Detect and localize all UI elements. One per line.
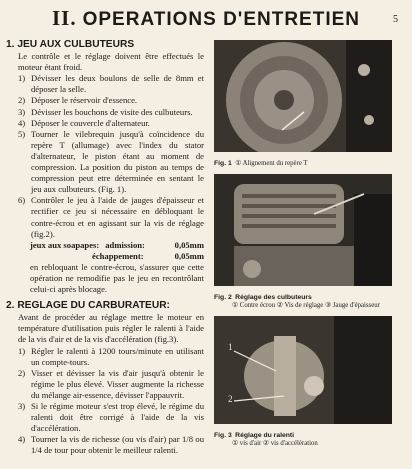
list-item: 6) Contrôler le jeu à l'aide de jauges d'épaisseur et rectifier ce jeu si nécessaire en débloquant le contre-écrou et en agissant sur la vis de réglage (fig.2). — [18, 195, 204, 239]
section1-intro: Le contrôle et le réglage doivent être effectués le moteur étant froid. — [18, 51, 204, 73]
section2-heading: 2. REGLAGE DU CARBURATEUR: — [6, 300, 170, 312]
list-item: 2) Déposer le réservoir d'essence. — [18, 95, 138, 106]
page-title — [0, 6, 412, 31]
section1-heading: 1. JEU AUX CULBUTEURS — [6, 39, 135, 50]
page-number: 5 — [393, 14, 398, 25]
callout-2: 2 — [228, 394, 233, 404]
list-item: 3) Dévisser les bouchons de visite des culbuteurs. — [18, 106, 193, 117]
title-text: OPERATIONS D'ENTRETIEN — [82, 9, 360, 30]
list-item: 5) Tourner le vilebrequin jusqu'à coïncidence du repère T (allumage) avec l'index du stator d'alternateur, le piston étant au moment de compression. La position du piston au temps de compression peut etre déterminée en sentant le jeu aux culbuteurs. (Fig. 1). — [18, 128, 204, 195]
list-item: 1) Régler le ralenti à 1200 tours/minute en utilisant un compte-tours. — [18, 345, 204, 367]
list-item: 4) Tourner la vis de richesse (ou vis d'air) par 1/8 ou 1/4 de tour pour obtenir le meilleur ralenti. — [18, 434, 204, 456]
figure-3-photo — [214, 316, 392, 424]
figure-2-caption: Fig. 2 Réglage des culbuteurs ① Contre écrou ② Vis de réglage ③ Jauge d'épaisseur — [214, 294, 380, 309]
list-item: 3) Si le régime moteur s'est trop élevé, le régime du ralenti doit être corrigé à l'aide de la vis d'accélération. — [18, 401, 204, 434]
section2-intro: Avant de procéder au réglage mettre le moteur en température d'utilisation puis régler le ralenti à l'aide de la vis d'air et de la vis d'accélération (fig.3). — [18, 312, 204, 345]
callout-1: 1 — [228, 342, 233, 352]
text-column — [6, 36, 204, 456]
list-item: 4) Déposer le couvercle d'alternateur. — [18, 117, 150, 128]
figure-1-caption: Fig. 1 ① Alignement du repère T — [214, 160, 308, 167]
list-item: 1) Dévisser les deux boulons de selle de 8mm et déposer la selle. — [18, 73, 204, 95]
section1-outro: en rebloquant le contre-écrou, s'assurer que cette opération ne remodifie pas le jeu en recontrôlant celui-ci après blocage. — [30, 261, 204, 295]
figure-3-caption: Fig. 3 Réglage du ralenti ① vis d'air ② vis d'accélération — [214, 432, 318, 447]
title-number: II. — [51, 6, 77, 30]
valve-spec-intake: jeux aux soapapes: admission: 0,05mm — [30, 239, 204, 250]
figure-1-photo — [214, 40, 392, 152]
valve-spec-exhaust: échappement: 0,05mm — [92, 250, 204, 261]
figure-2-photo — [214, 174, 392, 286]
list-item: 2) Visser et dévisser la vis d'air jusqu'à obtenir le régime le plus élevé. Visser augmente la richesse du mélange air-essence, dévisser l'appauvrit. — [18, 367, 204, 400]
